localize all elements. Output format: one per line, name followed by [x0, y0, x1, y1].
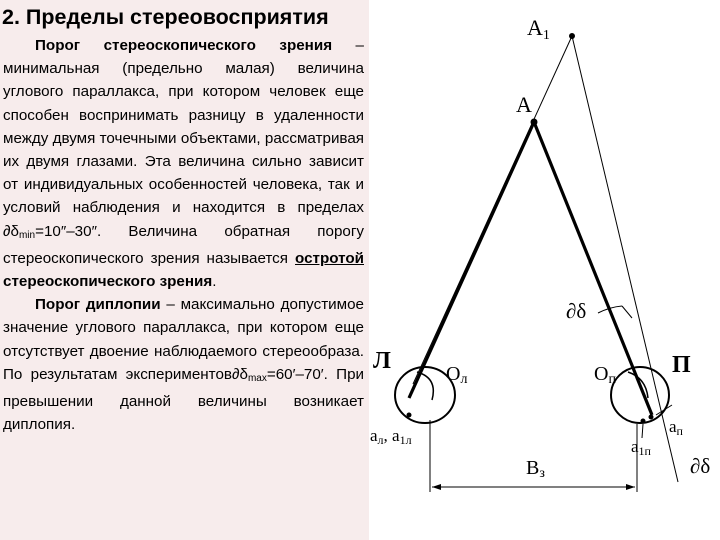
- point-a-right: [649, 415, 654, 420]
- label-left-eye: Л: [373, 348, 391, 374]
- baseline-arrow-right: [626, 484, 635, 490]
- paragraph-diplopia-threshold: Порог диплопии – максимально допустимое значение углового параллакса, при котором еще отсутствует двоение наблюдаемого стереообраза. По результатам $экспериментов\partial\delta_{max}=60'-70'$. При превышении данной величины возникает диплопия.: [3, 296, 364, 434]
- label-ol: Oл: [446, 363, 468, 387]
- ray-right-to-a: [534, 122, 652, 415]
- term-stereo-threshold: Порог стереоскопического зрения: [35, 37, 333, 54]
- point-a: [531, 119, 538, 126]
- delta-symbol: ∂δ: [231, 365, 248, 383]
- label-baseline: Bз: [526, 457, 545, 481]
- arrow-a1-right: [642, 424, 643, 438]
- arrow-a-right: [656, 405, 672, 415]
- label-a1: A1: [527, 15, 550, 43]
- ray-left-to-a: [409, 122, 534, 398]
- angle-pointer: [622, 306, 632, 318]
- baseline-arrow-left: [432, 484, 441, 490]
- delta-symbol: ∂δ: [3, 222, 19, 240]
- label-delta-bottom: ∂δ: [690, 454, 711, 478]
- point-a-left: [407, 413, 412, 418]
- term-diplopia: Порог: [35, 296, 81, 314]
- term-acuity-cont: стереоскопического зрения: [3, 273, 213, 291]
- label-op: Oп: [594, 363, 616, 387]
- label-a-left: aл, a1л: [370, 426, 412, 447]
- term-acuity: остротой: [295, 249, 364, 267]
- label-a: A: [516, 92, 532, 117]
- body-text: [3, 34, 364, 436]
- point-a1-right: [641, 419, 646, 424]
- slide-title: 2. Пределы стереовосприятия: [2, 5, 329, 29]
- stereo-diagram: [369, 0, 720, 540]
- label-right-eye: П: [672, 352, 691, 378]
- label-delta: ∂δ: [566, 299, 587, 323]
- right-eye: [611, 367, 669, 423]
- label-a-right: aп: [669, 417, 683, 438]
- label-a1-right: a1п: [631, 437, 651, 458]
- paragraph-stereo-threshold: Порог стереоскопического зрения – минимальная (предельно малая) величина углового параллакса, при котором человек еще способен воспринимать разницу в удаленности между двумя точечными объектами, рассматривая их двумя глазами. Эта величина сильно зависит от индивидуальных особенностей человека, так и условий наблюдения и находится в пределах $\partial\delta_{min}=10''-30''$. Величина обратная порогу стереоскопического зрения называется остротой стереоскопического зрения.: [3, 37, 364, 291]
- point-a1: [569, 33, 575, 39]
